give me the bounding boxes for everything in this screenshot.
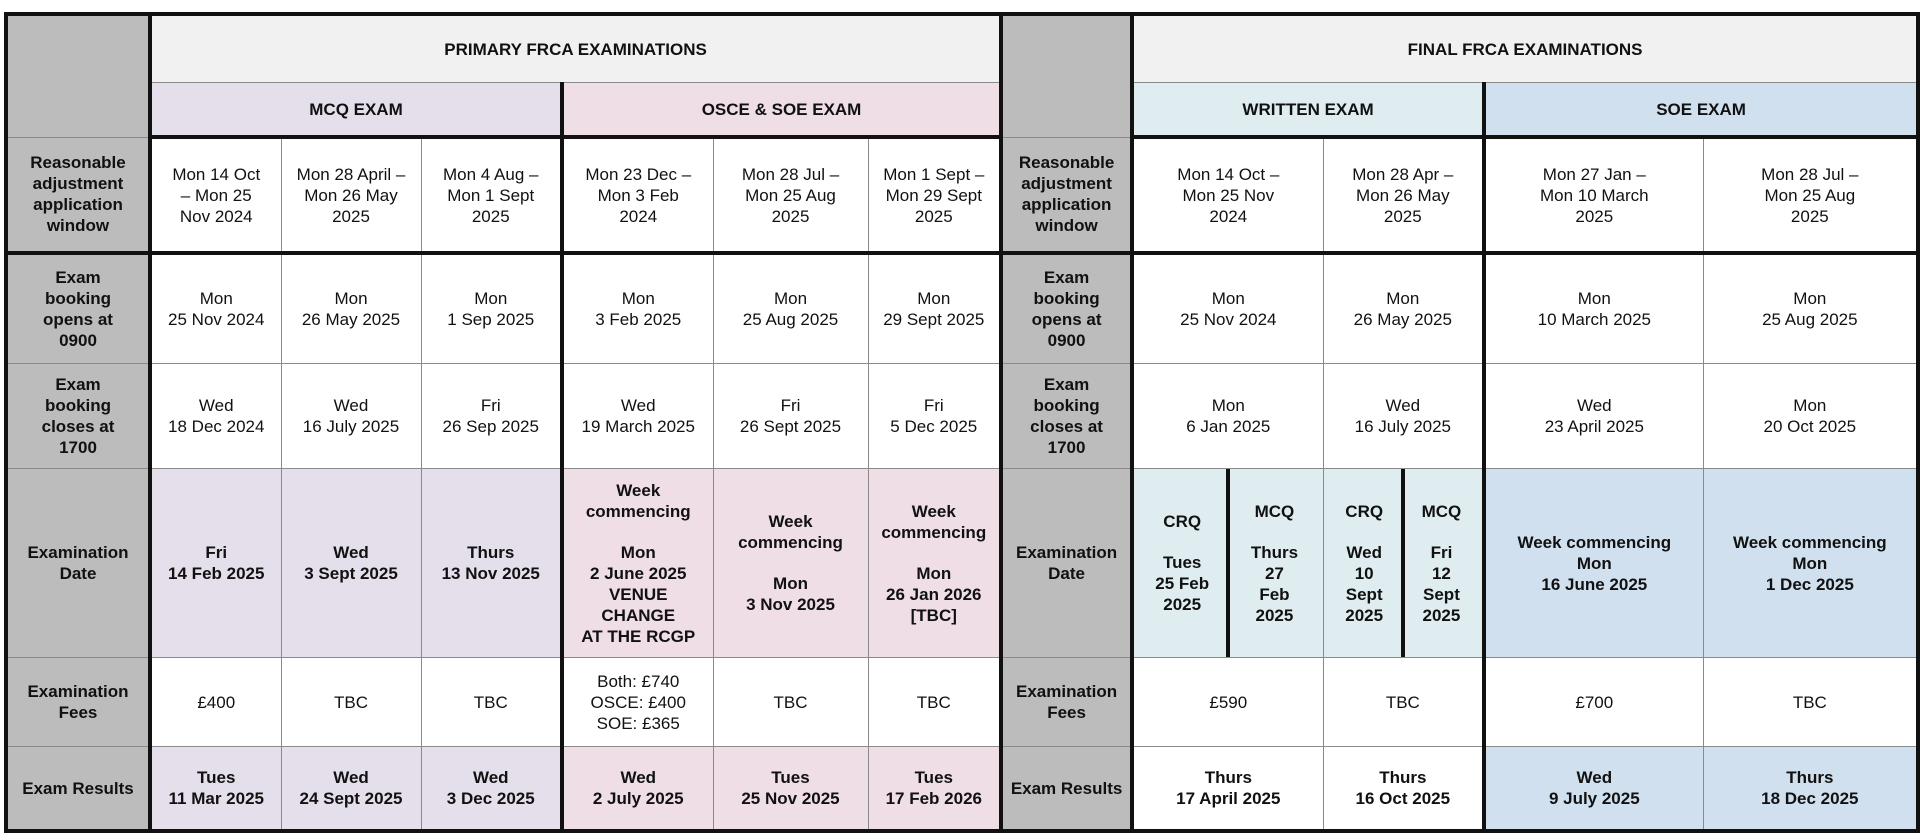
cell-line: Sept (1345, 584, 1383, 604)
cell-line: Wed (1576, 396, 1612, 415)
primary-result-3 (421, 747, 562, 832)
osce-soe-exam-header: OSCE & SOE EXAM (562, 83, 1001, 138)
cell-line: TBC (773, 692, 808, 712)
cell-line: 26 Jan 2026 (886, 584, 982, 604)
cell-line: Fees (1047, 703, 1086, 722)
cell-line: 17 Feb 2026 (885, 789, 982, 808)
cell-line: Mon (1793, 289, 1827, 308)
primary-close-3 (421, 364, 562, 469)
cell-line: Mon (474, 289, 508, 308)
cell-line: Wed (333, 396, 369, 415)
cell-line: TBC (916, 692, 951, 712)
primary-date-5 (713, 469, 868, 658)
cell-line: 25 Nov 2024 (168, 310, 265, 329)
row-label-exam-results (6, 747, 150, 832)
frca-exam-table (4, 12, 1920, 833)
cell-line: application (1021, 195, 1112, 215)
cell-line: 2025 (332, 206, 370, 226)
primary-adj-4 (562, 137, 713, 253)
primary-close-1 (150, 364, 281, 469)
row-label-exam-results-final (1001, 747, 1132, 832)
final-close-1 (1132, 364, 1323, 469)
cell-line: Mon (916, 563, 952, 583)
cell-line: Thurs (1250, 542, 1299, 562)
final-fee-4 (1703, 658, 1918, 747)
cell-line: 18 Dec 2025 (1761, 789, 1859, 808)
cell-line: Fri (205, 543, 228, 562)
week-commencing-label (873, 501, 996, 543)
cell-line: Fri (923, 396, 944, 415)
primary-adj-5 (713, 137, 868, 253)
cell-line: TBC (1385, 692, 1420, 712)
row-label-adjustment-final (1001, 137, 1132, 253)
primary-open-3 (421, 253, 562, 364)
cell-line: 3 Feb 2025 (595, 310, 682, 329)
cell-line: 0900 (59, 331, 97, 350)
cell-line: Fri (480, 396, 501, 415)
exam-schedule (4, 12, 1920, 833)
final-fee-3 (1484, 658, 1703, 747)
mcq-date (1405, 469, 1478, 657)
final-adj-2 (1323, 137, 1484, 253)
cell-line: Mon (1793, 396, 1827, 415)
cell-line: 14 Feb 2025 (168, 564, 265, 583)
cell-line: 0900 (1047, 331, 1086, 350)
cell-line: Wed (198, 396, 234, 415)
cell-line: 12 (1431, 563, 1451, 583)
final-result-4 (1703, 747, 1918, 832)
row-label-exam-date-final (1001, 469, 1132, 658)
cell-line: 2024 (1209, 206, 1248, 226)
cell-line: Fees (58, 703, 98, 722)
cell-line: 26 May 2025 (301, 310, 401, 329)
cell-line: Mon 4 Aug – (443, 164, 539, 184)
cell-line: Both: £740 (597, 671, 680, 691)
cell-line: 16 Oct 2025 (1355, 789, 1451, 808)
cell-line: 17 April 2025 (1176, 789, 1281, 808)
cell-line: 3 Sept 2025 (304, 564, 398, 583)
final-result-1 (1132, 747, 1323, 832)
cell-line: Mon 28 Apr – (1352, 164, 1454, 184)
final-adj-1 (1132, 137, 1323, 253)
cell-line: 20 Oct 2025 (1763, 417, 1857, 436)
cell-line: Week commencing (1732, 532, 1887, 552)
primary-date-4 (562, 469, 713, 658)
cell-line: closes at (41, 417, 115, 436)
cell-line: £700 (1575, 692, 1614, 712)
cell-line: Mon 3 Feb (597, 185, 679, 205)
final-frca-header: FINAL FRCA EXAMINATIONS (1132, 14, 1918, 83)
cell-line: Mon (620, 542, 656, 562)
cell-line: Wed (620, 396, 656, 415)
cell-line: Fri (780, 396, 801, 415)
cell-line: Mon 10 March (1539, 185, 1649, 205)
week-commencing-label (568, 480, 709, 522)
row-label-adjustment (6, 137, 150, 253)
primary-open-2 (281, 253, 421, 364)
cell-line: Mon (1577, 289, 1611, 308)
cell-line: Mon 14 Oct (172, 164, 261, 184)
cell-line: Mon 28 Jul – (1761, 164, 1859, 184)
cell-line: 26 May 2025 (1353, 310, 1452, 329)
cell-line: Mon 25 Aug (1764, 185, 1856, 205)
cell-line: Mon (917, 289, 951, 308)
cell-line: 25 Nov 2024 (1180, 310, 1277, 329)
cell-line: 1 Dec 2025 (1765, 574, 1854, 594)
cell-line: Examination (27, 682, 129, 701)
primary-frca-header: PRIMARY FRCA EXAMINATIONS (150, 14, 1001, 83)
cell-line: Thurs (467, 543, 515, 562)
primary-open-5 (713, 253, 868, 364)
cell-line: window (46, 216, 110, 236)
final-fee-2 (1323, 658, 1484, 747)
primary-date-3 (421, 469, 562, 658)
cell-line: 25 Feb (1155, 574, 1210, 593)
cell-line: Wed (333, 768, 369, 787)
cell-line: 6 Jan 2025 (1186, 417, 1271, 436)
cell-line: Mon (621, 289, 655, 308)
cell-line: 2025 (1163, 595, 1202, 614)
cell-line: Mon (1211, 289, 1245, 308)
row-label-booking-opens-final (1001, 253, 1132, 364)
final-date-3 (1484, 469, 1703, 658)
cell-line: application (33, 195, 123, 215)
cell-line: 18 Dec 2024 (168, 417, 265, 436)
cell-line: OSCE: £400 (590, 692, 686, 712)
cell-line: adjustment (1021, 174, 1112, 194)
cell-line: Mon (773, 574, 808, 593)
cell-line: Date (59, 564, 97, 583)
exam-date-value (718, 573, 864, 615)
cell-line: Mon 14 Oct – (1177, 164, 1280, 184)
cell-line: – Mon 25 (180, 185, 252, 205)
cell-line: booking (44, 289, 112, 308)
cell-line: 11 Mar 2025 (168, 789, 264, 808)
final-open-3 (1484, 253, 1703, 364)
cell-line: 10 March 2025 (1537, 310, 1652, 329)
cell-line: 2025 (1345, 605, 1384, 625)
cell-line: Tues (1162, 553, 1202, 572)
cell-line: 3 Dec 2025 (446, 789, 535, 808)
cell-line: Mon (773, 289, 808, 308)
cell-line: 25 Aug 2025 (742, 310, 839, 329)
cell-line: 9 July 2025 (1548, 789, 1640, 808)
cell-line: Feb (1259, 584, 1290, 604)
primary-adj-2 (281, 137, 421, 253)
primary-adj-3 (421, 137, 562, 253)
corner-cell-final (1001, 14, 1132, 137)
row-label-exam-fees (6, 658, 150, 747)
cell-line: 2 July 2025 (592, 789, 684, 808)
cell-line: TBC (473, 692, 508, 712)
cell-line: 23 April 2025 (1544, 417, 1644, 436)
cell-line: Thurs (1786, 768, 1834, 787)
primary-close-6 (868, 364, 1001, 469)
final-result-2 (1323, 747, 1484, 832)
primary-open-4 (562, 253, 713, 364)
final-date-1 (1132, 469, 1323, 658)
cell-line: 26 Sep 2025 (442, 417, 539, 436)
cell-line: 1700 (59, 438, 97, 457)
cell-line: 5 Dec 2025 (890, 417, 978, 436)
cell-line: 2024 (619, 206, 658, 226)
cell-line: Tues (197, 768, 236, 787)
final-adj-4 (1703, 137, 1918, 253)
cell-line: MCQ (1254, 501, 1295, 521)
cell-line: 13 Nov 2025 (441, 564, 540, 583)
cell-line: [TBC] (910, 605, 957, 625)
cell-line: 27 (1264, 563, 1284, 583)
cell-line: Examination (1016, 682, 1118, 701)
cell-line: 1 Sep 2025 (447, 310, 535, 329)
cell-line: Wed (1576, 768, 1613, 787)
primary-open-6 (868, 253, 1001, 364)
crq-date (1328, 469, 1401, 657)
cell-line: 3 Nov 2025 (746, 595, 835, 614)
cell-line: Mon 1 Sept – (883, 164, 985, 184)
primary-result-2 (281, 747, 421, 832)
cell-line: 2025 (471, 206, 510, 226)
cell-line: Mon (199, 289, 233, 308)
cell-line: Exam (1043, 375, 1090, 394)
cell-line: £590 (1209, 692, 1248, 712)
primary-fee-1 (150, 658, 281, 747)
cell-line: booking (1033, 289, 1100, 308)
cell-line: Mon (334, 289, 368, 308)
cell-line: 2025 (914, 206, 953, 226)
exam-date-value (873, 563, 996, 626)
cell-line: Reasonable (1018, 153, 1115, 173)
primary-fee-2 (281, 658, 421, 747)
final-close-2 (1323, 364, 1484, 469)
final-result-3 (1484, 747, 1703, 832)
cell-line: AT THE RCGP (581, 626, 696, 646)
cell-line: closes at (1030, 417, 1103, 436)
final-date-2 (1323, 469, 1484, 658)
cell-line: £400 (197, 692, 236, 712)
cell-line: MCQ (1421, 501, 1462, 521)
final-close-3 (1484, 364, 1703, 469)
cell-line: Wed (333, 543, 369, 562)
cell-line: Reasonable (30, 153, 126, 173)
final-fee-1 (1132, 658, 1323, 747)
final-open-2 (1323, 253, 1484, 364)
cell-line: Exam Results (22, 778, 134, 798)
cell-line: Mon (1792, 553, 1828, 573)
cell-line: Week commencing (1517, 532, 1672, 552)
cell-line: Wed (1385, 396, 1421, 415)
cell-line: booking (1033, 396, 1100, 415)
cell-line: VENUE (608, 584, 668, 604)
cell-line: Mon (1386, 289, 1420, 308)
cell-line: TBC (1792, 692, 1827, 712)
cell-line: window (1035, 216, 1098, 236)
cell-line: 19 March 2025 (581, 417, 695, 436)
final-adj-3 (1484, 137, 1703, 253)
cell-line: Sept (1423, 584, 1460, 604)
week-commencing-label (718, 511, 864, 553)
cell-line: 2025 (1383, 206, 1422, 226)
primary-close-4 (562, 364, 713, 469)
final-close-4 (1703, 364, 1918, 469)
cell-line: opens at (43, 310, 113, 329)
cell-line: Week (616, 480, 661, 500)
primary-close-5 (713, 364, 868, 469)
cell-line: 29 Sept 2025 (883, 310, 985, 329)
cell-line: Mon 25 Nov (1182, 185, 1275, 205)
cell-line: 2025 (1575, 206, 1614, 226)
cell-line: 2025 (1255, 605, 1294, 625)
cell-line: 25 Nov 2025 (741, 789, 840, 808)
primary-result-1 (150, 747, 281, 832)
primary-fee-3 (421, 658, 562, 747)
primary-result-5 (713, 747, 868, 832)
cell-line: Exam (55, 375, 101, 394)
cell-line: Tues (914, 768, 953, 787)
cell-line: Week (911, 501, 956, 521)
cell-line: 24 Sept 2025 (299, 789, 403, 808)
cell-line: TBC (334, 692, 368, 712)
cell-line: booking (44, 396, 112, 415)
cell-line: Exam (1043, 268, 1090, 287)
cell-line: 25 Aug 2025 (1762, 310, 1858, 329)
cell-line: Examination (27, 543, 129, 562)
final-open-1 (1132, 253, 1323, 364)
corner-cell (6, 14, 150, 137)
cell-line: 16 July 2025 (302, 417, 400, 436)
cell-line: Mon 28 April – (296, 164, 406, 184)
cell-line: commencing (585, 501, 691, 521)
row-label-exam-fees-final (1001, 658, 1132, 747)
row-label-booking-closes-final (1001, 364, 1132, 469)
primary-date-6 (868, 469, 1001, 658)
cell-line: Wed (472, 768, 509, 787)
cell-line: Nov 2024 (179, 206, 253, 226)
soe-exam-header: SOE EXAM (1484, 83, 1918, 138)
cell-line: CHANGE (601, 605, 676, 625)
cell-line: Exam (55, 268, 101, 287)
final-open-4 (1703, 253, 1918, 364)
cell-line: 2 June 2025 (590, 563, 687, 583)
cell-line: Mon 28 Jul – (741, 164, 840, 184)
cell-line: Examination (1016, 543, 1118, 562)
cell-line: Mon (1576, 553, 1612, 573)
cell-line: Mon (1211, 396, 1245, 415)
primary-open-1 (150, 253, 281, 364)
cell-line: opens at (1031, 310, 1102, 329)
cell-line: Tues (771, 768, 810, 787)
row-label-exam-date (6, 469, 150, 658)
cell-line: commencing (738, 533, 843, 552)
cell-line: Thurs (1204, 768, 1252, 787)
primary-close-2 (281, 364, 421, 469)
primary-fee-5 (713, 658, 868, 747)
exam-date-value (568, 542, 709, 647)
cell-line: Exam Results (1010, 778, 1123, 798)
cell-line: Mon 27 Jan – (1542, 164, 1646, 184)
primary-fee-6 (868, 658, 1001, 747)
cell-line: Mon 23 Dec – (585, 164, 692, 184)
cell-line: Fri (1430, 542, 1453, 562)
cell-line: CRQ (1345, 501, 1384, 521)
cell-line: Wed (620, 768, 657, 787)
cell-line: 10 (1354, 563, 1374, 583)
primary-date-2 (281, 469, 421, 658)
cell-line: Mon 29 Sept (885, 185, 982, 205)
cell-line: Wed (1346, 542, 1382, 562)
primary-result-4 (562, 747, 713, 832)
cell-line: 16 June 2025 (1541, 574, 1648, 594)
cell-line: Mon 25 Aug (745, 185, 836, 205)
row-label-booking-closes (6, 364, 150, 469)
cell-line: SOE: £365 (596, 713, 680, 733)
cell-line: Thurs (1379, 768, 1427, 787)
cell-line: Mon 26 May (1356, 185, 1450, 205)
crq-date (1138, 469, 1226, 657)
cell-line: 26 Sept 2025 (739, 417, 842, 436)
final-date-4 (1703, 469, 1918, 658)
primary-result-6 (868, 747, 1001, 832)
cell-line: 2025 (1790, 206, 1829, 226)
cell-line: 1700 (1047, 438, 1086, 457)
cell-line: 16 July 2025 (1354, 417, 1452, 436)
cell-line: Mon 1 Sept (447, 185, 535, 205)
cell-line: Date (1048, 564, 1085, 583)
written-exam-header: WRITTEN EXAM (1132, 83, 1484, 138)
primary-adj-1 (150, 137, 281, 253)
cell-line: commencing (881, 522, 987, 542)
row-label-booking-opens (6, 253, 150, 364)
cell-line: 2025 (771, 206, 810, 226)
cell-line: CRQ (1163, 512, 1202, 531)
cell-line: adjustment (32, 174, 124, 194)
primary-date-1 (150, 469, 281, 658)
cell-line: Week (768, 512, 813, 531)
mcq-date (1230, 469, 1318, 657)
primary-adj-6 (868, 137, 1001, 253)
cell-line: 2025 (1422, 605, 1461, 625)
mcq-exam-header: MCQ EXAM (150, 83, 562, 138)
primary-fee-4 (562, 658, 713, 747)
cell-line: Mon 26 May (304, 185, 398, 205)
